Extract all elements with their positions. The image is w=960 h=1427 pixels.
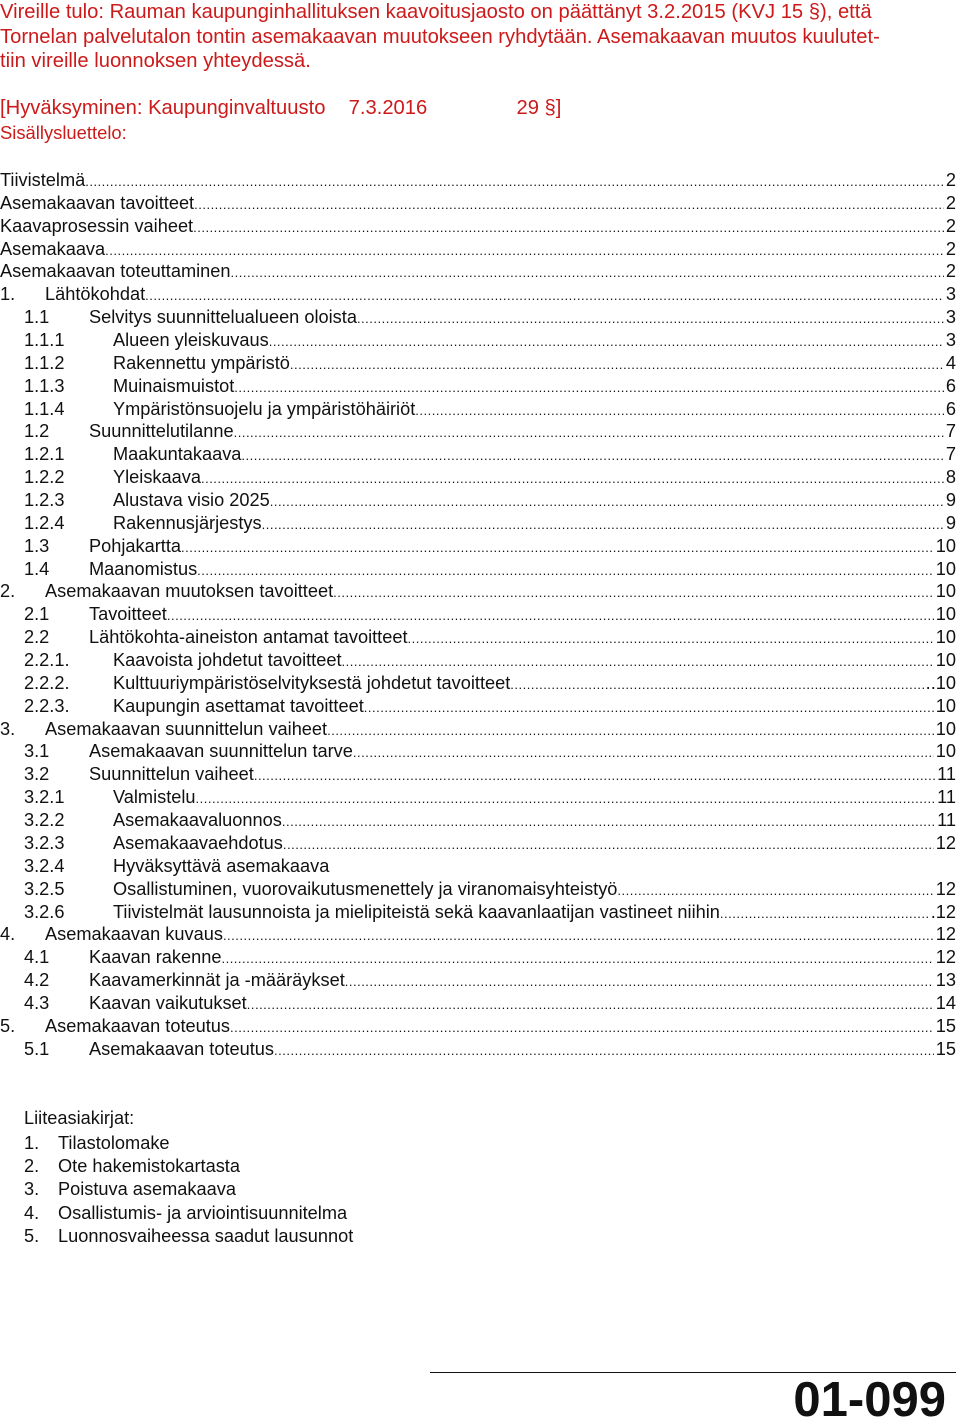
toc-entry-page: 9 [945,490,956,511]
toc-entry[interactable] [0,695,956,718]
toc-entry-number: 1.4 [24,558,50,579]
toc-dot-leader [720,901,929,926]
toc-entry-page: ..10 [925,672,956,693]
toc-dot-leader [230,1015,934,1040]
toc-dot-leader [269,329,944,354]
toc-entry-number: 4.1 [24,947,50,968]
toc-entry-number: 2.2.3. [24,695,70,716]
toc-entry-page: 10 [935,741,956,762]
toc-entry[interactable] [0,489,956,512]
approval-date: 7.3.2016 [348,97,428,119]
toc-entry-title: Tiivistelmä [0,170,86,190]
toc-entry-page: 12 [935,947,956,968]
toc-entry-page: 12 [935,878,956,899]
toc-entry[interactable] [0,329,956,352]
toc-dot-leader [197,558,934,583]
toc-entry-page: 12 [935,832,956,853]
toc-entry-page: 15 [935,1015,956,1036]
toc-entry[interactable] [0,740,956,763]
toc-entry-title: Kaavaprosessin vaiheet [0,215,194,236]
toc-entry-number: 3.1 [24,741,50,762]
toc-entry[interactable] [0,626,956,649]
toc-dot-leader [270,489,944,514]
toc-dot-leader [234,375,944,400]
toc-dot-leader [283,832,934,857]
toc-entry[interactable] [0,763,956,786]
attachment-number: 4. [24,1202,40,1223]
attachment-title: Tilastolomake [58,1133,170,1153]
toc-dot-leader [290,352,944,377]
toc-entry-page: 10 [935,535,956,556]
toc-dot-leader [194,192,944,217]
toc-entry-title: Asemakaavaehdotus [113,832,283,853]
toc-entry[interactable] [0,420,956,443]
toc-entry-page: 9 [945,512,956,533]
toc-entry-number: 5. [0,1015,16,1036]
toc-entry-title: Maakuntakaava [113,444,242,465]
toc-entry-number: 1.2.2 [24,467,65,488]
toc-entry[interactable] [0,946,956,969]
attachments-list [24,1132,353,1248]
toc-dot-leader [274,1038,934,1063]
toc-entry-page: 14 [935,992,956,1013]
toc-dot-leader [196,786,936,811]
toc-entry-title: Kaavan rakenne [89,947,222,968]
toc-dot-leader [231,260,944,285]
toc-entry-page: 6 [945,398,956,419]
attachment-number: 1. [24,1133,40,1153]
toc-entry[interactable] [0,283,956,306]
toc-dot-leader [85,169,944,194]
toc-entry-page: 7 [945,421,956,442]
toc-entry-title: Suunnittelun vaiheet [89,764,254,785]
toc-entry-title: Kaavan vaikutukset [89,992,247,1013]
toc-entry[interactable] [0,192,956,215]
toc-entry-number: 5.1 [24,1038,50,1059]
toc-entry-number: 4.3 [24,992,50,1013]
toc-entry-title: Tavoitteet [89,604,167,625]
attachment-title: Poistuva asemakaava [58,1179,236,1200]
toc-entry-title: Alueen yleiskuvaus [113,330,269,351]
toc-entry-page: 12 [935,924,956,945]
toc-entry[interactable] [0,603,956,626]
toc-entry-title: Asemakaavan toteutus [45,1015,231,1036]
toc-dot-leader [254,763,935,788]
toc-entry[interactable] [0,992,956,1015]
toc-dot-leader [241,443,943,468]
toc-entry-number: 1.1 [24,307,50,328]
toc-dot-leader [357,306,944,331]
toc-dot-leader [223,923,934,948]
toc-dot-leader [262,512,944,537]
toc-entry-title: Hyväksyttävä asemakaava [113,855,330,876]
toc-entry-number: 3. [0,718,16,739]
toc-dot-leader [342,649,934,674]
toc-entry-number: 1.1.3 [24,375,65,396]
toc-entry-page: 2 [945,261,956,282]
toc-dot-leader [282,809,935,834]
toc-entry-number: 1. [0,284,16,305]
attachment-title: Osallistumis- ja arviointisuunnitelma [58,1202,348,1223]
toc-dot-leader [510,672,923,697]
toc-entry-number: 1.3 [24,535,50,556]
toc-entry-number: 2.2.1. [24,650,70,671]
toc-entry-number: 3.2.2 [24,810,65,831]
toc-entry-page: 3 [945,307,956,328]
toc-entry[interactable] [0,260,956,283]
toc-entry-number: 1.1.4 [24,398,65,419]
toc-entry[interactable] [0,238,956,261]
attachments-heading: Liiteasiakirjat: [24,1108,135,1128]
toc-entry-number: 3.2 [24,764,50,785]
toc-entry-number: 3.2.1 [24,787,65,808]
attachment-item [24,1202,353,1225]
toc-dot-leader [181,535,934,560]
toc-entry-title: Asemakaavan suunnittelun vaiheet [45,718,328,739]
attachment-item [24,1225,353,1248]
toc-entry[interactable] [0,558,956,581]
toc-entry[interactable] [0,672,956,695]
toc-entry-number: 4. [0,924,16,945]
attachment-number: 2. [24,1156,40,1177]
toc-entry[interactable] [0,398,956,421]
toc-entry-title: Rakennusjärjestys [113,512,262,533]
toc-entry-number: 3.2.6 [24,901,65,922]
toc-entry-title: Tiivistelmät lausunnoista ja mielipiteistä sekä kaavanlaatijan vastineet niihin [113,901,720,922]
toc-entry-title: Pohjakartta [89,535,182,556]
toc-entry[interactable] [0,855,956,878]
toc-entry-title: Alustava visio 2025 [113,490,270,511]
toc-dot-leader [105,238,944,263]
toc-entry[interactable] [0,306,956,329]
toc-entry-page: 2 [945,238,956,259]
toc-entry-title: Asemakaava [0,238,106,259]
toc-heading: Sisällysluettelo: [0,122,127,143]
toc-entry-title: Lähtökohdat [45,284,146,305]
attachment-number: 5. [24,1225,40,1246]
toc-dot-leader [408,626,934,651]
toc-entry-title: Maanomistus [89,558,198,579]
toc-entry[interactable] [0,809,956,832]
attachment-number: 3. [24,1179,40,1200]
toc-entry[interactable] [0,878,956,901]
toc-entry-title: Osallistuminen, vuorovaikutusmenettely ja viranomaisyhteistyö [113,878,618,899]
toc-dot-leader [247,992,934,1017]
toc-entry-number: 2.1 [24,604,50,625]
toc-dot-leader [364,695,934,720]
toc-entry-title: Kaavoista johdetut tavoitteet [113,650,342,671]
toc-entry-page: .12 [930,901,956,922]
approval-line [0,97,561,120]
toc-dot-leader [145,283,944,308]
toc-entry[interactable] [0,1015,956,1038]
toc-entry-number: 2.2 [24,627,50,648]
intro-paragraph [0,0,958,74]
toc-entry-page: 8 [945,467,956,488]
toc-entry[interactable] [0,580,956,603]
toc-entry-title: Kaupungin asettamat tavoitteet [113,695,364,716]
toc-entry-title: Asemakaavan muutoksen tavoitteet [45,581,334,602]
toc-entry-page: 2 [945,215,956,236]
toc-dot-leader [353,740,934,765]
toc-dot-leader [617,878,933,903]
toc-entry-title: Kulttuuriympäristöselvityksestä johdetut tavoitteet [113,672,511,693]
toc-entry-page: 13 [935,970,956,991]
toc-entry-number: 3.2.3 [24,832,65,853]
toc-entry-title: Valmistelu [113,787,196,808]
toc-entry-number: 1.2.1 [24,444,65,465]
toc-entry[interactable] [0,169,956,192]
toc-entry-title: Asemakaavan suunnittelun tarve [89,741,353,762]
toc-entry-page: 4 [945,352,956,373]
toc-entry[interactable] [0,215,956,238]
toc-entry[interactable] [0,786,956,809]
toc-dot-leader [333,580,934,605]
toc-entry-number: 1.1.1 [24,330,65,351]
toc-entry[interactable] [0,718,956,741]
toc-dot-leader [234,420,944,445]
toc-dot-leader [415,398,944,423]
approval-body: [Hyväksyminen: Kaupunginvaltuusto [0,97,326,119]
toc-entry[interactable] [0,443,956,466]
toc-entry-title: Selvitys suunnittelualueen oloista [89,307,357,328]
toc-entry[interactable] [0,512,956,535]
toc-entry-page: 6 [945,375,956,396]
approval-section: 29 §] [516,97,562,119]
toc-entry-title: Yleiskaava [113,467,201,488]
toc-entry-number: 1.2 [24,421,50,442]
toc-entry[interactable] [0,375,956,398]
toc-dot-leader [327,718,934,743]
toc-entry-page: 10 [935,581,956,602]
toc-entry-title: Asemakaavan kuvaus [45,924,223,945]
toc-entry-title: Asemakaavan tavoitteet [0,192,195,213]
toc-entry-number: 4.2 [24,970,50,991]
attachment-title: Luonnosvaiheessa saadut lausunnot [58,1225,354,1246]
attachment-item [24,1155,353,1178]
intro-line: tiin vireille luonnoksen yhteydessä. [0,50,311,72]
toc-dot-leader [345,969,934,994]
toc-entry-page: 11 [937,810,956,831]
toc-entry-page: 10 [935,650,956,671]
toc-entry-number: 1.1.2 [24,352,65,373]
toc-entry-title: Asemakaavan toteuttaminen [0,261,231,282]
toc-entry-title: Rakennettu ympäristö [113,352,290,373]
toc-entry-title: Kaavamerkinnät ja -määräykset [89,970,345,991]
table-of-contents [0,169,956,1061]
toc-entry-page: 10 [935,558,956,579]
toc-entry-number: 2. [0,581,16,602]
toc-entry[interactable] [0,923,956,946]
attachment-item [24,1132,353,1155]
toc-entry-page: 15 [935,1038,956,1059]
toc-entry-number: 3.2.4 [24,855,65,876]
toc-dot-leader [221,946,933,971]
toc-entry-page: 10 [935,718,956,739]
toc-entry[interactable] [0,466,956,489]
toc-dot-leader [167,603,934,628]
toc-entry[interactable] [0,832,956,855]
toc-entry[interactable] [0,352,956,375]
toc-entry[interactable] [0,969,956,992]
toc-entry-page: 10 [935,627,956,648]
toc-dot-leader [201,466,944,491]
toc-entry[interactable] [0,535,956,558]
toc-entry-title: Ympäristönsuojelu ja ympäristöhäiriöt [113,398,416,419]
toc-entry-number: 3.2.5 [24,878,65,899]
toc-entry-page: 7 [945,444,956,465]
toc-entry-page: 11 [937,764,956,785]
toc-entry-page: 3 [945,330,956,351]
toc-entry-number: 1.2.4 [24,512,65,533]
toc-entry-page: 2 [945,192,956,213]
toc-entry-title: Muinaismuistot [113,375,235,396]
toc-entry-page: 10 [935,604,956,625]
toc-entry-number: 1.2.3 [24,490,65,511]
intro-line: Vireille tulo: Rauman kaupunginhallituksen kaavoitusjaosto on päättänyt 3.2.2015 (KVJ 15 §), että [0,1,872,23]
toc-entry-title: Lähtökohta-aineiston antamat tavoitteet [89,627,408,648]
toc-entry-number: 2.2.2. [24,672,70,693]
attachment-title: Ote hakemistokartasta [58,1156,240,1177]
toc-entry[interactable] [0,649,956,672]
toc-entry[interactable] [0,901,956,924]
toc-dot-leader [193,215,944,240]
intro-line: Tornelan palvelutalon tontin asemakaavan muutokseen ryhdytään. Asemakaavan muutos kuulutet- [0,25,880,48]
toc-entry-page: 11 [937,787,956,808]
toc-entry-page: 2 [945,170,956,190]
toc-entry-page: 10 [935,695,956,716]
toc-entry-title: Asemakaavaluonnos [113,810,282,831]
attachment-item [24,1178,353,1201]
document-code: 01-099 [793,1373,946,1427]
toc-entry[interactable] [0,1038,956,1061]
toc-entry-title: Asemakaavan toteutus [89,1038,275,1059]
toc-entry-page: 3 [945,284,956,305]
toc-entry-title: Suunnittelutilanne [89,421,234,442]
